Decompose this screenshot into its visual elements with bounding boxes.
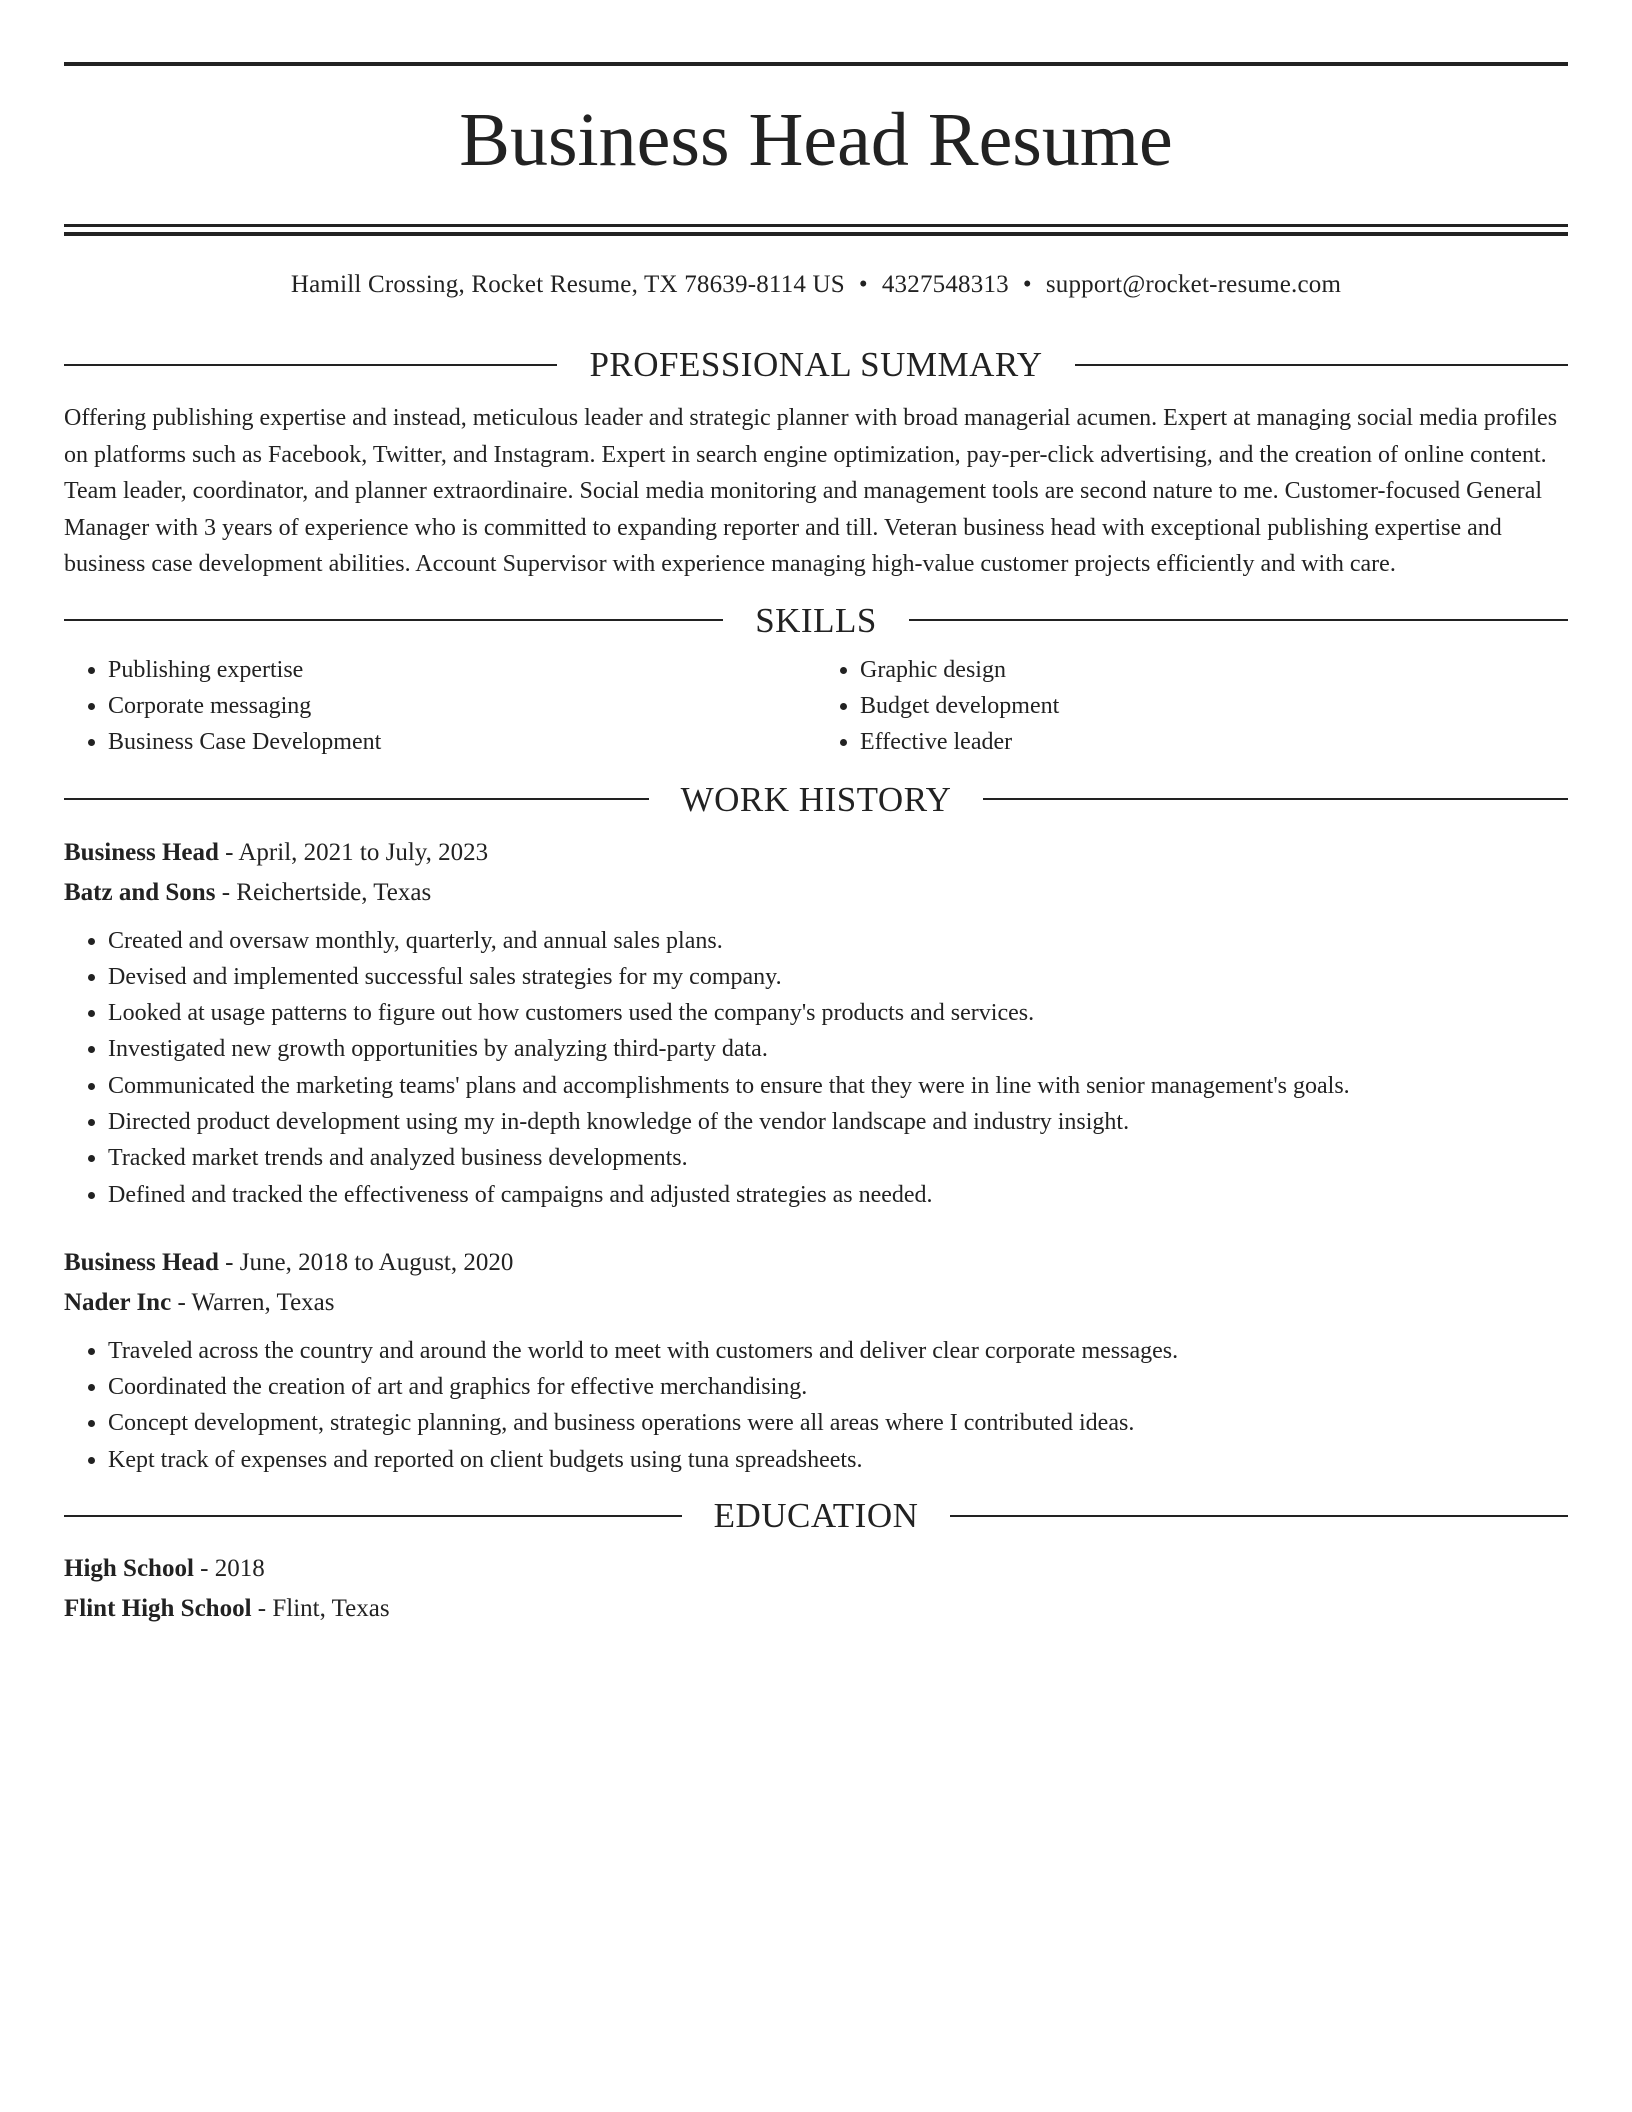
- work-heading: WORK HISTORY: [680, 779, 952, 819]
- contact-line: [64, 272, 1568, 297]
- job-location: - Reichertside, Texas: [221, 878, 432, 906]
- section-heading-skills: [64, 600, 1568, 640]
- contact-phone: 4327548313: [881, 271, 1009, 298]
- education-school-line: [64, 1589, 1568, 1629]
- job-duties: [64, 1333, 1568, 1478]
- title-double-rule: [64, 224, 1568, 236]
- duty-item: • Devised and implemented successful sales strategies for my company.: [108, 959, 1568, 995]
- job-entry: [64, 1243, 1568, 1478]
- skills-list: [64, 652, 1568, 760]
- education-year: - 2018: [200, 1555, 265, 1583]
- section-heading-summary: [64, 347, 1568, 382]
- education-entry: [64, 1549, 1568, 1629]
- job-title: Business Head: [64, 1248, 219, 1276]
- section-heading-work: [64, 779, 1568, 819]
- job-dates: - June, 2018 to August, 2020: [225, 1248, 514, 1276]
- skills-column-right: [816, 652, 1568, 760]
- job-company-line: [64, 873, 1568, 913]
- duty-item: • Looked at usage patterns to figure out how customers used the company's products and services.: [108, 995, 1568, 1031]
- duty-item: • Tracked market trends and analyzed business developments.: [108, 1140, 1568, 1176]
- job-title-line: [64, 1243, 1568, 1283]
- summary-text: Offering publishing expertise and instead, meticulous leader and strategic planner with broad managerial acumen. Expert at managing social media profiles on platforms such as Facebook, Twitter, and Instagram. Expert in search engine optimization, pay-per-click advertising, and the creation of online content. Team leader, coordinator, and planner extraordinaire. Social media monitoring and management tools are second nature to me. Customer-focused General Manager with 3 years of experience who is committed to expanding reporter and till. Veteran business head with exceptional publishing expertise and business case development abilities. Account Supervisor with experience managing high-value customer projects efficiently and with care.: [64, 405, 1558, 577]
- education-school: Flint High School: [64, 1595, 252, 1623]
- job-company: Batz and Sons: [64, 878, 216, 906]
- contact-address: Hamill Crossing, Rocket Resume, TX 78639-8114 US: [290, 271, 845, 298]
- skills-column-left: [64, 652, 816, 760]
- job-company: Nader Inc: [64, 1288, 172, 1316]
- job-title-line: [64, 833, 1568, 873]
- skill-item: • Business Case Development: [108, 724, 816, 760]
- duty-item: • Traveled across the country and around the world to meet with customers and deliver clear corporate messages.: [108, 1333, 1568, 1369]
- contact-separator: •: [1022, 271, 1032, 298]
- duty-item: • Investigated new growth opportunities by analyzing third-party data.: [108, 1031, 1568, 1067]
- job-dates: - April, 2021 to July, 2023: [225, 838, 489, 866]
- job-entry: [64, 833, 1568, 1213]
- duty-item: • Communicated the marketing teams' plans and accomplishments to ensure that they were in line with senior management's goals.: [108, 1068, 1568, 1104]
- job-location: - Warren, Texas: [177, 1288, 335, 1316]
- duty-item: • Kept track of expenses and reported on client budgets using tuna spreadsheets.: [108, 1442, 1568, 1478]
- summary-heading: PROFESSIONAL SUMMARY: [589, 345, 1043, 384]
- contact-separator: •: [858, 271, 868, 298]
- job-duties: [64, 923, 1568, 1213]
- education-degree-line: [64, 1549, 1568, 1589]
- top-rule: [64, 62, 1568, 66]
- duty-item: • Directed product development using my in-depth knowledge of the vendor landscape and industry insight.: [108, 1104, 1568, 1140]
- page-title: Business Head Resume: [459, 98, 1173, 182]
- duty-item: • Coordinated the creation of art and graphics for effective merchandising.: [108, 1369, 1568, 1405]
- job-company-line: [64, 1283, 1568, 1323]
- education-heading: EDUCATION: [713, 1496, 919, 1536]
- skill-item: • Graphic design: [860, 652, 1568, 688]
- skill-item: • Budget development: [860, 688, 1568, 724]
- duty-item: • Created and oversaw monthly, quarterly, and annual sales plans.: [108, 923, 1568, 959]
- skill-item: • Publishing expertise: [108, 652, 816, 688]
- resume-page: [64, 0, 1568, 1629]
- section-heading-education: [64, 1496, 1568, 1536]
- skill-item: • Effective leader: [860, 724, 1568, 760]
- skills-heading: SKILLS: [755, 600, 877, 640]
- duty-item: • Defined and tracked the effectiveness of campaigns and adjusted strategies as needed.: [108, 1177, 1568, 1213]
- job-title: Business Head: [64, 838, 219, 866]
- skill-item: • Corporate messaging: [108, 688, 816, 724]
- contact-email: support@rocket-resume.com: [1045, 271, 1342, 298]
- duty-item: • Concept development, strategic planning, and business operations were all areas where I contributed ideas.: [108, 1405, 1568, 1441]
- education-degree: High School: [64, 1555, 194, 1583]
- education-location: - Flint, Texas: [257, 1595, 390, 1623]
